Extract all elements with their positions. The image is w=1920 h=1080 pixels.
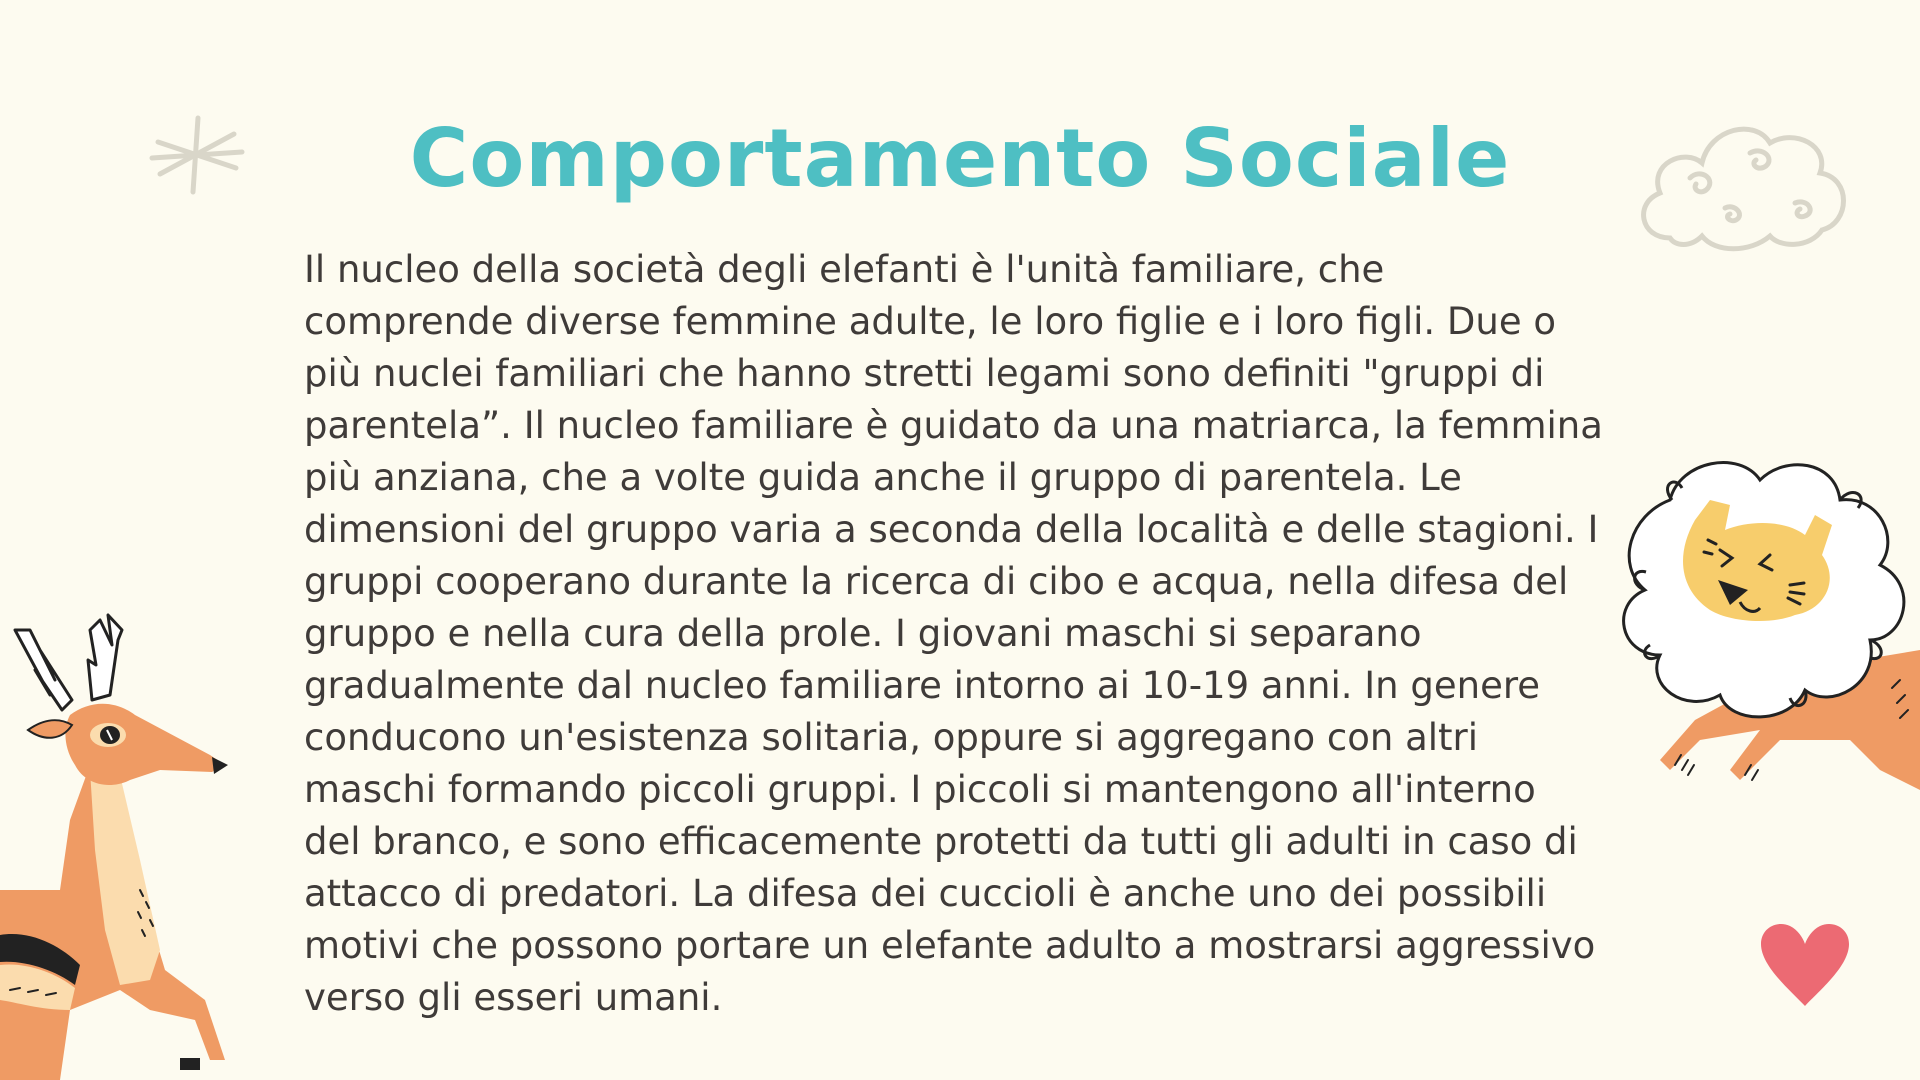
deer-illustration [0, 590, 240, 1080]
page-title: Comportamento Sociale [409, 112, 1511, 205]
sparkle-icon [148, 112, 248, 202]
heart-icon [1755, 918, 1855, 1010]
cloud-doodle-icon [1630, 108, 1860, 258]
body-paragraph: Il nucleo della società degli elefanti è l'unità familiare, che comprende diverse femmine adulte, le loro figlie e i loro figli. Due o più nuclei familiari che hanno stretti legami sono definiti "gruppi di parentela”. Il nucleo familiare è guidato da una matriarca, la femmina più anziana, che a volte guida anche il gruppo di parentela. Le dimensioni del gruppo varia a seconda della località e delle stagioni. I gruppi cooperano durante la ricerca di cibo e acqua, nella difesa del gruppo e nella cura della prole. I giovani maschi si separano gradualmente dal nucleo familiare intorno ai 10-19 anni. In genere conducono un'esistenza solitaria, oppure si aggregano con altri maschi formando piccoli gruppi. I piccoli si mantengono all'interno del branco, e sono efficacemente protetti da tutti gli adulti in caso di attacco di predatori. La difesa dei cuccioli è anche uno dei possibili motivi che possono portare un elefante adulto a mostrarsi aggressivo verso gli esseri umani. [304, 248, 1603, 1019]
sleeping-lion-illustration [1600, 440, 1920, 840]
